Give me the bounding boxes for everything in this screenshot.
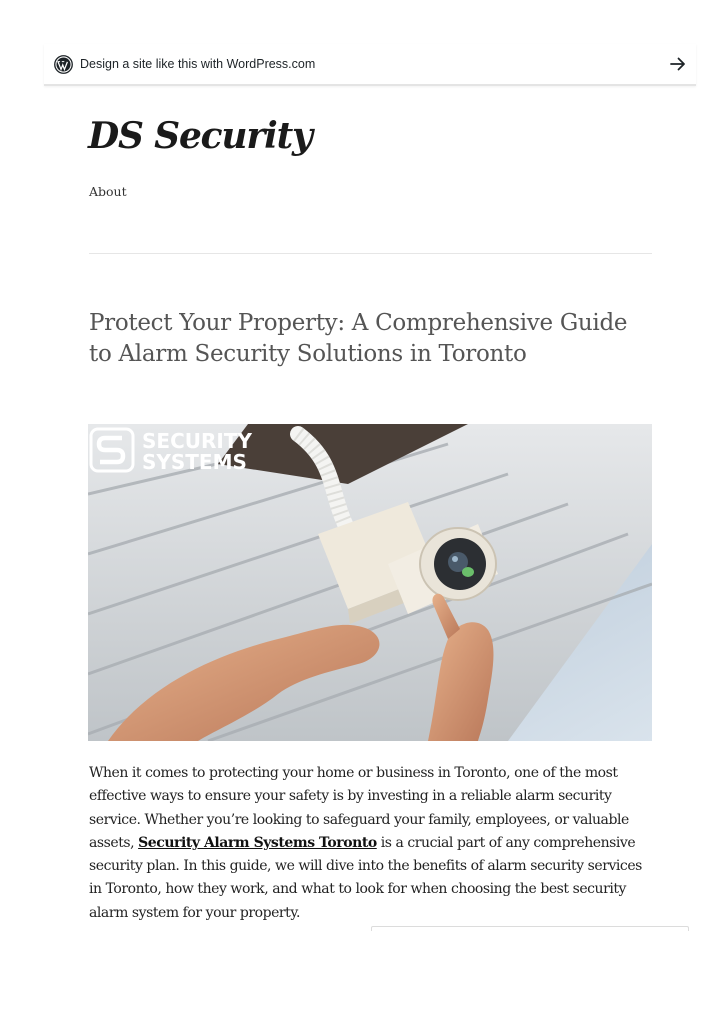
- paragraph-text-before: When it comes to protecting your home or business in Toronto, one of the most effective ways to ensure your safety is by investing in a reliable alarm security service. Whether you’re looking to safeguard your family, employees, or valuable assets,: [89, 765, 629, 851]
- image-logo-text-line1: SECURITY: [142, 429, 252, 453]
- floating-panel-edge: [371, 926, 689, 931]
- wordpress-logo-icon: [54, 55, 73, 74]
- post-featured-image: [88, 424, 652, 741]
- image-logo-text-line2: SYSTEMS: [142, 450, 247, 474]
- header-divider: [89, 253, 652, 254]
- site-title[interactable]: DS Security: [88, 115, 312, 157]
- security-alarm-systems-link[interactable]: Security Alarm Systems Toronto: [138, 834, 377, 851]
- wordpress-promo-text[interactable]: Design a site like this with WordPress.com: [80, 57, 316, 71]
- wordpress-promo-bar[interactable]: [44, 44, 696, 86]
- arrow-right-icon[interactable]: [668, 54, 688, 74]
- nav-item-about[interactable]: About: [89, 184, 127, 199]
- post-title: Protect Your Property: A Comprehensive Guide to Alarm Security Solutions in Toronto: [89, 310, 628, 367]
- paragraph-text-after: is a crucial part of any comprehensive security plan. In this guide, we will dive into the benefits of alarm security services in Toronto, how they work, and what to look for when choosing the best security alarm system for your property.: [89, 834, 642, 921]
- post-paragraph: [89, 762, 657, 925]
